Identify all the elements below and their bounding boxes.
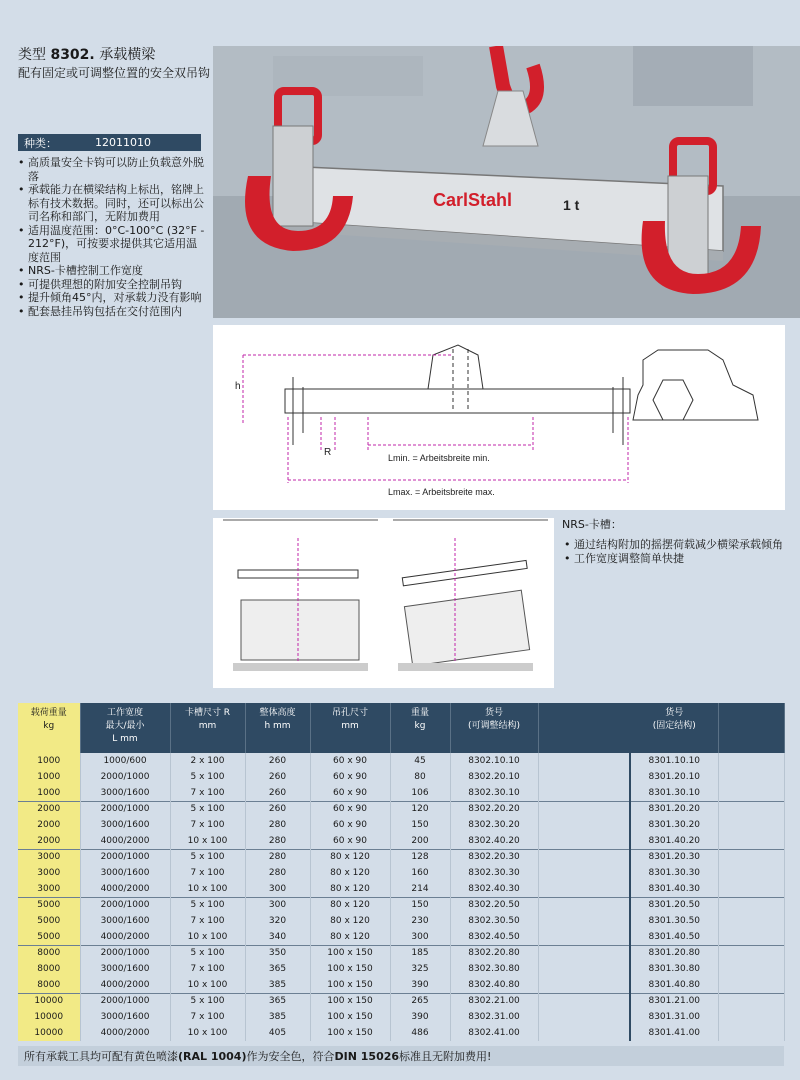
table-cell: 5000 <box>18 897 80 913</box>
table-cell: 4000/2000 <box>80 977 170 993</box>
table-cell: 80 x 120 <box>310 865 390 881</box>
table-cell: 8301.20.20 <box>630 801 718 817</box>
table-cell: 8302.30.80 <box>450 961 538 977</box>
table-cell: 280 <box>245 817 310 833</box>
table-row <box>18 929 784 945</box>
table-cell: 7 x 100 <box>170 865 245 881</box>
table-cell: 80 x 120 <box>310 897 390 913</box>
table-cell: 3000/1600 <box>80 865 170 881</box>
dimension-diagram <box>213 325 785 510</box>
table-cell: 2000 <box>18 817 80 833</box>
table-cell: 280 <box>245 865 310 881</box>
table-cell <box>538 993 630 1009</box>
type-code-bar <box>18 134 201 151</box>
table-cell <box>718 993 784 1009</box>
table-cell: 80 x 120 <box>310 929 390 945</box>
table-header-row <box>18 703 784 753</box>
table-header-cell: 工作宽度 最大/最小 L mm <box>80 703 170 753</box>
feature-item: • 高质量安全卡钩可以防止负载意外脱落 <box>18 156 208 183</box>
table-header-cell: 货号 (可调整结构) <box>450 703 538 753</box>
table-cell <box>718 1025 784 1041</box>
nrs-item: • 通过结构附加的摇摆荷载减少横梁承载倾角 <box>562 538 792 552</box>
table-header-cell: 吊孔尺寸 mm <box>310 703 390 753</box>
table-cell: 10 x 100 <box>170 929 245 945</box>
table-cell: 280 <box>245 849 310 865</box>
table-cell <box>538 945 630 961</box>
table-cell: 8301.31.00 <box>630 1009 718 1025</box>
table-row <box>18 769 784 785</box>
table-cell: 106 <box>390 785 450 801</box>
table-cell: 8302.30.20 <box>450 817 538 833</box>
table-cell: 8302.30.50 <box>450 913 538 929</box>
table-cell: 320 <box>245 913 310 929</box>
table-cell: 8000 <box>18 945 80 961</box>
table-cell: 5 x 100 <box>170 801 245 817</box>
table-cell: 5000 <box>18 913 80 929</box>
nrs-illustration <box>213 518 554 688</box>
table-cell: 265 <box>390 993 450 1009</box>
table-cell: 100 x 150 <box>310 993 390 1009</box>
table-cell <box>538 801 630 817</box>
feature-item: • 适用温度范围：0°C-100°C (32°F - 212°F)，可按要求提供其它适用温度范围 <box>18 224 208 265</box>
table-cell: 260 <box>245 753 310 769</box>
table-cell: 80 x 120 <box>310 881 390 897</box>
feature-item: • 配套悬挂吊钩包括在交付范围内 <box>18 305 208 319</box>
nrs-title: NRS-卡槽： <box>562 518 622 531</box>
table-cell: 3000/1600 <box>80 913 170 929</box>
table-row <box>18 785 784 801</box>
table-cell <box>718 897 784 913</box>
table-cell: 60 x 90 <box>310 753 390 769</box>
product-name: 承载横梁 <box>99 47 156 63</box>
table-cell <box>718 945 784 961</box>
table-row <box>18 849 784 865</box>
table-cell <box>538 833 630 849</box>
table-cell: 260 <box>245 801 310 817</box>
table-cell: 2000 <box>18 801 80 817</box>
type-number: 8302. <box>50 47 95 63</box>
table-cell: 390 <box>390 1009 450 1025</box>
table-cell: 8301.20.80 <box>630 945 718 961</box>
table-cell: 405 <box>245 1025 310 1041</box>
table-row <box>18 881 784 897</box>
table-cell: 4000/2000 <box>80 833 170 849</box>
table-cell: 120 <box>390 801 450 817</box>
table-cell <box>718 961 784 977</box>
table-cell <box>718 833 784 849</box>
table-cell: 365 <box>245 993 310 1009</box>
table-cell: 7 x 100 <box>170 817 245 833</box>
table-row <box>18 961 784 977</box>
table-cell: 8302.20.30 <box>450 849 538 865</box>
table-header-cell: 重量 kg <box>390 703 450 753</box>
table-cell: 10000 <box>18 1025 80 1041</box>
table-cell <box>718 801 784 817</box>
table-cell <box>538 865 630 881</box>
table-cell <box>538 929 630 945</box>
table-cell: 8302.21.00 <box>450 993 538 1009</box>
type-code-label: 种类： <box>24 136 57 150</box>
table-cell: 150 <box>390 817 450 833</box>
table-row <box>18 897 784 913</box>
table-cell: 8302.40.20 <box>450 833 538 849</box>
table-cell: 4000/2000 <box>80 929 170 945</box>
table-cell: 100 x 150 <box>310 1009 390 1025</box>
table-cell <box>718 881 784 897</box>
table-cell: 7 x 100 <box>170 913 245 929</box>
table-cell: 385 <box>245 977 310 993</box>
table-cell: 8302.30.30 <box>450 865 538 881</box>
nrs-item: • 工作宽度调整简单快捷 <box>562 552 792 566</box>
table-cell: 300 <box>245 881 310 897</box>
table-row <box>18 977 784 993</box>
table-cell: 1000/600 <box>80 753 170 769</box>
table-header-cell: 整体高度 h mm <box>245 703 310 753</box>
table-cell: 3000/1600 <box>80 817 170 833</box>
table-cell: 128 <box>390 849 450 865</box>
table-cell: 100 x 150 <box>310 961 390 977</box>
table-cell: 80 <box>390 769 450 785</box>
table-cell: 80 x 120 <box>310 913 390 929</box>
table-cell: 3000 <box>18 849 80 865</box>
table-cell: 8301.20.30 <box>630 849 718 865</box>
table-row <box>18 817 784 833</box>
table-cell: 8301.20.10 <box>630 769 718 785</box>
table-cell: 60 x 90 <box>310 769 390 785</box>
h-label: h <box>235 381 241 392</box>
table-cell: 8301.10.10 <box>630 753 718 769</box>
table-cell: 8000 <box>18 961 80 977</box>
spec-table-wrapper <box>18 703 784 1041</box>
nrs-diagram <box>213 518 554 688</box>
type-code-value: 12011010 <box>95 136 151 149</box>
table-cell: 8000 <box>18 977 80 993</box>
table-cell: 4000/2000 <box>80 1025 170 1041</box>
table-cell: 8302.30.10 <box>450 785 538 801</box>
table-cell: 8301.30.20 <box>630 817 718 833</box>
table-cell <box>538 961 630 977</box>
table-cell: 8301.30.80 <box>630 961 718 977</box>
din-standard: DIN 15026 <box>334 1049 400 1063</box>
table-cell: 3000/1600 <box>80 1009 170 1025</box>
table-cell <box>718 977 784 993</box>
table-cell <box>718 1009 784 1025</box>
table-cell <box>538 849 630 865</box>
table-cell: 60 x 90 <box>310 817 390 833</box>
table-row <box>18 833 784 849</box>
product-photo <box>213 46 800 318</box>
table-row <box>18 1009 784 1025</box>
table-header-cell: 货号 (固定结构) <box>630 703 718 753</box>
table-cell: 8302.31.00 <box>450 1009 538 1025</box>
table-cell <box>538 897 630 913</box>
page-subtitle: 配有固定或可调整位置的安全双吊钩 <box>18 66 211 80</box>
dimension-drawing <box>213 325 785 510</box>
table-cell <box>538 769 630 785</box>
table-cell: 5 x 100 <box>170 993 245 1009</box>
table-cell: 8301.40.30 <box>630 881 718 897</box>
table-cell <box>538 977 630 993</box>
table-cell: 8302.40.30 <box>450 881 538 897</box>
table-cell: 60 x 90 <box>310 785 390 801</box>
table-cell <box>538 753 630 769</box>
table-cell: 8302.10.10 <box>450 753 538 769</box>
table-cell: 260 <box>245 769 310 785</box>
table-cell <box>538 817 630 833</box>
table-cell: 2000/1000 <box>80 897 170 913</box>
table-cell: 2000/1000 <box>80 801 170 817</box>
table-cell: 8302.40.50 <box>450 929 538 945</box>
table-cell: 7 x 100 <box>170 1009 245 1025</box>
table-cell <box>718 753 784 769</box>
table-cell: 230 <box>390 913 450 929</box>
brand-label: CarlStahl <box>433 190 513 210</box>
table-cell: 5 x 100 <box>170 849 245 865</box>
spec-table <box>18 703 785 1041</box>
table-cell: 5 x 100 <box>170 897 245 913</box>
table-row <box>18 945 784 961</box>
table-cell: 10000 <box>18 1009 80 1025</box>
page-title: 类型 8302. 承载横梁 <box>18 47 156 63</box>
table-header-cell <box>538 703 630 753</box>
table-cell: 8301.30.50 <box>630 913 718 929</box>
table-cell: 8301.41.00 <box>630 1025 718 1041</box>
feature-item: • 可提供理想的附加安全控制吊钩 <box>18 278 208 292</box>
lifting-beam-illustration <box>213 46 800 318</box>
table-cell: 3000 <box>18 865 80 881</box>
r-label: R <box>324 447 332 458</box>
table-cell: 260 <box>245 785 310 801</box>
table-cell: 365 <box>245 961 310 977</box>
table-cell: 8301.30.10 <box>630 785 718 801</box>
table-cell <box>718 785 784 801</box>
table-cell: 486 <box>390 1025 450 1041</box>
table-cell <box>718 913 784 929</box>
table-cell: 160 <box>390 865 450 881</box>
table-cell: 1000 <box>18 753 80 769</box>
table-cell: 8301.21.00 <box>630 993 718 1009</box>
table-cell: 8302.20.10 <box>450 769 538 785</box>
table-row <box>18 1025 784 1041</box>
footer-note: 所有承载工具均可配有黄色喷漆 (RAL 1004) 作为安全色，符合 DIN 15026 标准且无附加费用! <box>18 1046 784 1066</box>
table-cell: 5 x 100 <box>170 769 245 785</box>
table-cell: 5000 <box>18 929 80 945</box>
table-cell: 8301.40.20 <box>630 833 718 849</box>
table-cell: 8302.20.80 <box>450 945 538 961</box>
table-cell: 8302.20.20 <box>450 801 538 817</box>
table-cell: 100 x 150 <box>310 1025 390 1041</box>
table-cell: 150 <box>390 897 450 913</box>
table-cell: 10 x 100 <box>170 833 245 849</box>
table-cell: 2 x 100 <box>170 753 245 769</box>
table-cell: 10 x 100 <box>170 977 245 993</box>
table-row <box>18 753 784 769</box>
table-cell <box>538 1025 630 1041</box>
table-cell: 100 x 150 <box>310 977 390 993</box>
table-cell: 3000 <box>18 881 80 897</box>
table-cell: 2000/1000 <box>80 993 170 1009</box>
table-cell: 100 x 150 <box>310 945 390 961</box>
table-cell: 80 x 120 <box>310 849 390 865</box>
table-cell: 4000/2000 <box>80 881 170 897</box>
table-cell: 3000/1600 <box>80 785 170 801</box>
table-cell: 200 <box>390 833 450 849</box>
table-cell: 5 x 100 <box>170 945 245 961</box>
table-cell: 8301.40.50 <box>630 929 718 945</box>
table-row <box>18 865 784 881</box>
feature-item: • NRS-卡槽控制工作宽度 <box>18 264 208 278</box>
table-cell: 300 <box>390 929 450 945</box>
table-cell: 300 <box>245 897 310 913</box>
table-cell: 45 <box>390 753 450 769</box>
table-cell: 2000/1000 <box>80 849 170 865</box>
table-cell: 10000 <box>18 993 80 1009</box>
table-cell: 390 <box>390 977 450 993</box>
table-cell: 280 <box>245 833 310 849</box>
table-header-cell <box>718 703 784 753</box>
table-cell: 10 x 100 <box>170 881 245 897</box>
table-cell: 350 <box>245 945 310 961</box>
table-cell: 60 x 90 <box>310 833 390 849</box>
table-cell: 8302.41.00 <box>450 1025 538 1041</box>
table-cell <box>718 849 784 865</box>
table-row <box>18 801 784 817</box>
table-cell <box>538 881 630 897</box>
table-row <box>18 913 784 929</box>
table-cell: 7 x 100 <box>170 785 245 801</box>
feature-list <box>18 156 208 318</box>
capacity-label: 1 t <box>563 197 580 213</box>
table-cell: 8301.30.30 <box>630 865 718 881</box>
table-cell: 3000/1600 <box>80 961 170 977</box>
lmax-label: Lmax. = Arbeitsbreite max. <box>388 487 495 497</box>
table-cell: 214 <box>390 881 450 897</box>
table-cell: 325 <box>390 961 450 977</box>
ral-code: (RAL 1004) <box>178 1049 247 1063</box>
feature-item: • 提升倾角45°内，对承载力没有影响 <box>18 291 208 305</box>
table-cell <box>718 817 784 833</box>
feature-item: • 承载能力在横梁结构上标出，铭牌上标有技术数据。同时，还可以标出公司名称和部门，无附加费用 <box>18 183 208 224</box>
table-cell: 8302.20.50 <box>450 897 538 913</box>
table-cell: 7 x 100 <box>170 961 245 977</box>
table-cell: 8301.20.50 <box>630 897 718 913</box>
table-cell: 2000/1000 <box>80 769 170 785</box>
table-cell: 1000 <box>18 769 80 785</box>
lmin-label: Lmin. = Arbeitsbreite min. <box>388 453 490 463</box>
table-cell: 340 <box>245 929 310 945</box>
nrs-section <box>562 518 792 566</box>
table-header-cell: 载荷重量 kg <box>18 703 80 753</box>
table-cell: 8301.40.80 <box>630 977 718 993</box>
table-cell: 385 <box>245 1009 310 1025</box>
table-cell <box>538 913 630 929</box>
table-cell: 1000 <box>18 785 80 801</box>
table-cell <box>718 865 784 881</box>
table-row <box>18 993 784 1009</box>
table-cell: 10 x 100 <box>170 1025 245 1041</box>
table-cell: 8302.40.80 <box>450 977 538 993</box>
table-cell <box>718 929 784 945</box>
table-cell: 60 x 90 <box>310 801 390 817</box>
table-cell <box>718 769 784 785</box>
table-cell <box>538 1009 630 1025</box>
table-cell: 2000 <box>18 833 80 849</box>
table-cell: 185 <box>390 945 450 961</box>
table-cell: 2000/1000 <box>80 945 170 961</box>
table-body <box>18 753 784 1041</box>
table-header-cell: 卡槽尺寸 R mm <box>170 703 245 753</box>
table-cell <box>538 785 630 801</box>
